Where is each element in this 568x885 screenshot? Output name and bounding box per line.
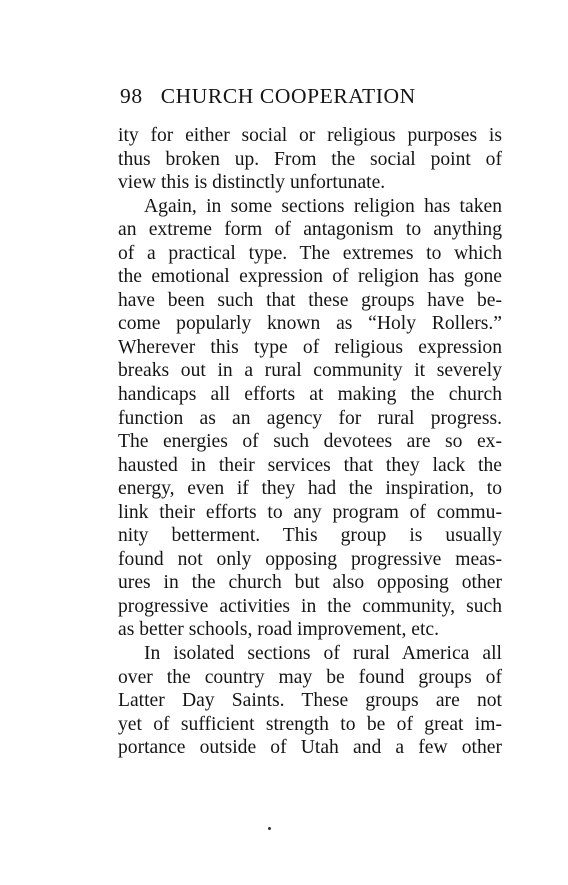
text-line: hausted in their services that they lack the — [118, 454, 502, 476]
text-line: ity for either social or religious purposes is — [118, 125, 502, 146]
text-line: Again, in some sections religion has taken — [144, 195, 502, 217]
text-line: have been such that these groups have be- — [118, 289, 502, 311]
text-line: found not only opposing progressive meas- — [118, 548, 502, 570]
text-line: In isolated sections of rural America all — [144, 643, 502, 665]
text-line: The energies of such devotees are so ex- — [118, 431, 502, 453]
text-line: progressive activities in the community, such — [118, 595, 502, 617]
text-line: link their efforts to any program of commu- — [118, 501, 502, 523]
text-line: Wherever this type of religious expression — [118, 336, 502, 358]
text-line: over the country may be found groups of — [118, 666, 502, 688]
body-text — [118, 124, 502, 760]
text-line: energy, even if they had the inspiration, to — [118, 478, 502, 500]
running-head — [120, 84, 460, 112]
text-line: as better schools, road improvement, etc. — [118, 619, 440, 641]
text-line: of a practical type. The extremes to which — [118, 242, 502, 264]
running-title: CHURCH COOPERATION — [160, 84, 416, 108]
text-line: handicaps all efforts at making the church — [118, 384, 502, 406]
text-line: view this is distinctly unfortunate. — [118, 172, 386, 194]
text-line: thus broken up. From the social point of — [118, 148, 502, 170]
text-line: ures in the church but also opposing other — [118, 572, 502, 594]
text-line: yet of sufficient strength to be of great im- — [118, 713, 502, 735]
text-line: the emotional expression of religion has gone — [118, 266, 502, 288]
text-line: an extreme form of antagonism to anything — [118, 219, 502, 241]
text-line: portance outside of Utah and a few other — [118, 737, 502, 759]
text-line: come popularly known as “Holy Rollers.” — [118, 313, 502, 335]
text-line: function as an agency for rural progress. — [118, 407, 502, 429]
text-line: breaks out in a rural community it severely — [118, 360, 502, 382]
text-line: nity betterment. This group is usually — [118, 525, 502, 547]
page-number: 98 — [120, 84, 143, 108]
ink-speck — [268, 827, 271, 830]
text-line: Latter Day Saints. These groups are not — [118, 690, 502, 712]
